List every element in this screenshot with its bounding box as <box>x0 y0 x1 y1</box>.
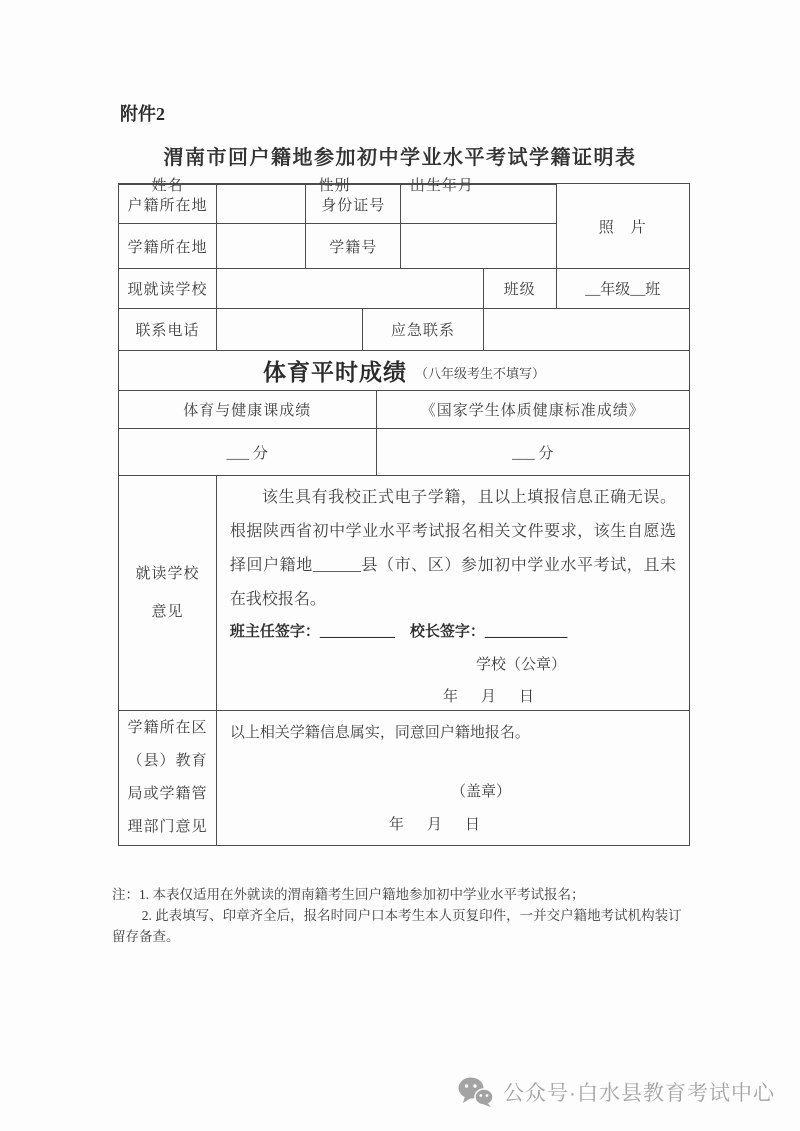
signature-line: 班主任签字：__________ 校长签字：___________ <box>229 624 568 640</box>
notes <box>112 884 692 947</box>
table-row-contact <box>119 308 689 350</box>
emergency-contact-value-cell <box>483 309 689 350</box>
wechat-icon <box>458 1077 494 1107</box>
pe-standard-score-value-cell: ___ 分 <box>376 429 690 475</box>
note-line-1: 注：1. 本表仅适用在外就读的渭南籍考生回户籍地参加初中学业水平考试报名； <box>112 887 585 902</box>
class-value-cell: __年级__班 <box>556 269 689 308</box>
identity-fields: 姓名 性别 出生年月 户籍所在地 身份证号 学籍所在地 学籍号 <box>119 184 556 268</box>
table-row-hukou <box>119 184 556 223</box>
pe-score-value-row <box>119 428 689 475</box>
id-number-label: 身份证号 <box>305 185 400 223</box>
class-label: 班级 <box>483 269 556 308</box>
current-school-value-cell <box>216 269 483 308</box>
school-opinion-body: 该生具有我校正式电子学籍，且以上填报信息正确无误。根据陕西省初中学业水平考试报名相关文件要求，该生自愿选择回户籍地______县（市、区）参加初中学业水平考试，且未在我校报名。 <box>229 489 676 608</box>
school-opinion-label-line1: 就读学校 <box>135 566 200 582</box>
school-opinion-label <box>119 476 216 710</box>
bureau-opinion-label-line2: （县）教育 <box>127 753 208 769</box>
phone-label: 联系电话 <box>135 323 200 339</box>
pe-score-header-row <box>119 350 689 390</box>
xueji-number-label: 学籍号 <box>305 224 400 268</box>
bureau-seal-label: （盖章） <box>450 784 511 800</box>
xueji-location-label: 学籍所在地 <box>127 239 208 256</box>
footer <box>458 1077 775 1107</box>
pe-score-title: 体育平时成绩 <box>262 360 407 385</box>
photo-cell <box>556 184 689 268</box>
id-number-value-cell <box>400 185 555 223</box>
xueji-number-value-cell <box>400 224 555 268</box>
certificate-table <box>118 177 690 846</box>
bureau-opinion-row <box>119 710 689 845</box>
school-seal-label: 学校（公章） <box>475 657 566 673</box>
pe-score-subheader-row <box>119 390 689 428</box>
school-opinion-label-line2: 意见 <box>151 604 184 620</box>
hukou-location-label: 户籍所在地 <box>127 197 208 214</box>
photo-label: 照 片 <box>598 219 647 236</box>
bureau-opinion-content <box>216 711 689 845</box>
attachment-label: 附件2 <box>120 104 165 124</box>
bureau-opinion-body: 以上相关学籍信息属实，同意回户籍地报名。 <box>229 725 530 741</box>
footer-text: 公众号·白水县教育考试中心 <box>503 1082 775 1105</box>
hukou-value-cell <box>216 185 306 223</box>
xueji-value-cell <box>216 224 306 268</box>
bureau-opinion-label-line3: 局或学籍管 <box>127 786 208 802</box>
current-school-label: 现就读学校 <box>127 282 208 298</box>
bureau-opinion-label <box>119 711 216 845</box>
pe-class-score-label: 体育与健康课成绩 <box>183 403 312 419</box>
bureau-opinion-label-line1: 学籍所在区 <box>127 720 208 736</box>
page-title: 渭南市回户籍地参加初中学业水平考试学籍证明表 <box>163 147 637 169</box>
school-opinion-row <box>119 475 689 710</box>
phone-value-cell <box>216 309 362 350</box>
table-row-xueji <box>119 223 556 268</box>
pe-standard-score-label: 《国家学生体质健康标准成绩》 <box>376 391 690 428</box>
school-opinion-content <box>216 476 689 710</box>
identity-section <box>119 177 689 268</box>
pe-score-note: （八年级考生不填写） <box>414 366 545 381</box>
emergency-contact-label: 应急联系 <box>362 309 482 350</box>
table-row-current-school <box>119 268 689 308</box>
bureau-date-line: 年 月 日 <box>388 817 484 833</box>
note-line-2: 2. 此表填写、印章齐全后，报名时同户口本考生本人页复印件，一并交户籍地考试机构装订留存备查。 <box>112 908 682 944</box>
bureau-opinion-label-line4: 理部门意见 <box>127 819 208 835</box>
pe-class-score-value-cell: ___ 分 <box>226 445 268 462</box>
school-date-line: 年 月 日 <box>442 689 538 705</box>
